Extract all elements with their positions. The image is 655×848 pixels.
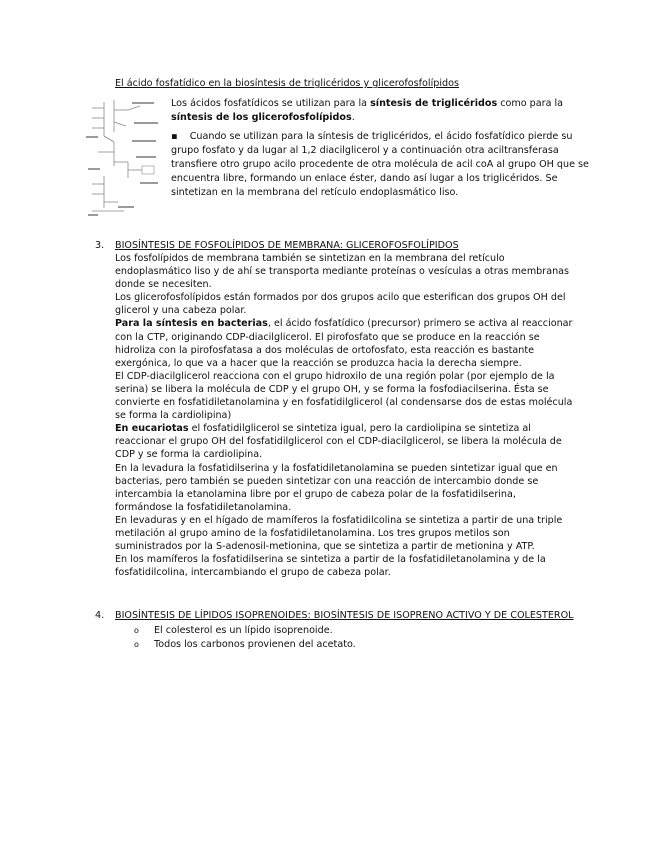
paragraph: En eucariotas el fosfatidilglicerol se sintetiza igual, pero la cardiolipina se sintetiza al reaccionar el grupo OH del fosfatidilglicerol con el CDP-diacilglicerol, se libera la molécula de CDP y se forma la cardiolipina.: [115, 423, 562, 461]
section-heading-phosphatidic-acid: El ácido fosfatídico en la biosíntesis de triglicéridos y glicerofosfolípidos: [115, 78, 459, 89]
paragraph: En los mamíferos la fosfatidilserina se sintetiza a partir de la fosfatidiletanolamina y de la fosfatidilcolina, intercambiando el grupo de cabeza polar.: [115, 554, 546, 579]
circle-bullet-icon: o: [134, 626, 139, 635]
section-3-heading: 3. BIOSÍNTESIS DE FOSFOLÍPIDOS DE MEMBRANA: GLICEROFOSFOLÍPIDOS: [95, 240, 459, 251]
paragraph: Para la síntesis en bacterias, el ácido fosfatídico (precursor) primero se activa al reaccionar con la CTP, originando CDP-diacilglicerol. El pirofosfato que se produce en la reacción se hidroliza con la pirofosfatasa a dos moléculas de ortofosfato, esta reacción es bastante exergónica, lo que va a hacer que la reacción se produzca hacia la derecha siempre.: [115, 318, 573, 369]
pathway-diagram-image: [84, 96, 164, 218]
paragraph: Los fosfolípidos de membrana también se sintetizan en la membrana del retículo endoplasmático liso y de ahí se transporta mediante proteínas o vesículas a otras membranas donde se necesiten.: [115, 253, 570, 291]
paragraph: Los glicerofosfolípidos están formados por dos grupos acilo que esterifican dos grupos OH del glicerol y una cabeza polar.: [115, 292, 566, 317]
paragraph: El CDP-diacilglicerol reacciona con el grupo hidroxilo de una región polar (por ejemplo de la serina) se libera la molécula de CDP y el grupo OH, y se forma la fosfodiacilserina. Ésta se convierte en fosfatidiletanolamina y en fosfatidilglicerol (al condensarse dos de estas molécula se forma la cardiolipina): [115, 370, 573, 422]
intro-paragraph: Los ácidos fosfatídicos se utilizan para la síntesis de triglicéridos como para la síntesis de los glicerofosfolípidos.: [171, 98, 564, 123]
paragraph: En la levadura la fosfatidilserina y la fosfatidiletanolamina se pueden sintetizar igual que en bacterias, pero también se pueden sintetizar con una reacción de intercambio donde se intercambia la etanolamina libre por el grupo de cabeza polar de la fosfatidilserina, formándose la fosfatidiletanolamina.: [115, 462, 558, 513]
list-item: o El colesterol es un lípido isoprenoide.: [134, 625, 333, 636]
list-item: o Todos los carbonos provienen del acetato.: [134, 639, 356, 650]
section-4-list: [134, 624, 356, 652]
triglyceride-bullet: ▪ Cuando se utilizan para la síntesis de triglicéridos, el ácido fosfatídico pierde su grupo fosfato y da lugar al 1,2 diacilglicerol y a continuación otra aciltransferasa transfiere otro grupo acilo procedente de otra molécula de acil coA al grupo OH que se encuentra libre, formando un enlace éster, dando así lugar a los triglicéridos. Se sintetizan en la membrana del retículo endoplasmático liso.: [171, 131, 589, 198]
paragraph: En levaduras y en el hígado de mamíferos la fosfatidilcolina se sintetiza a partir de una triple metilación al grupo amino de la fosfatidiletanolamina. Los tres grupos metilos son suministrados por la S-adenosil-metionina, que se sintetiza a partir de metionina y ATP.: [115, 514, 563, 553]
square-bullet-icon: ▪: [171, 131, 190, 142]
section-3-body: [115, 252, 575, 579]
section-4-heading: 4. BIOSÍNTESIS DE LÍPIDOS ISOPRENOIDES: BIOSÍNTESIS DE ISOPRENO ACTIVO Y DE COLESTEROL: [95, 610, 574, 621]
circle-bullet-icon: o: [134, 640, 139, 649]
